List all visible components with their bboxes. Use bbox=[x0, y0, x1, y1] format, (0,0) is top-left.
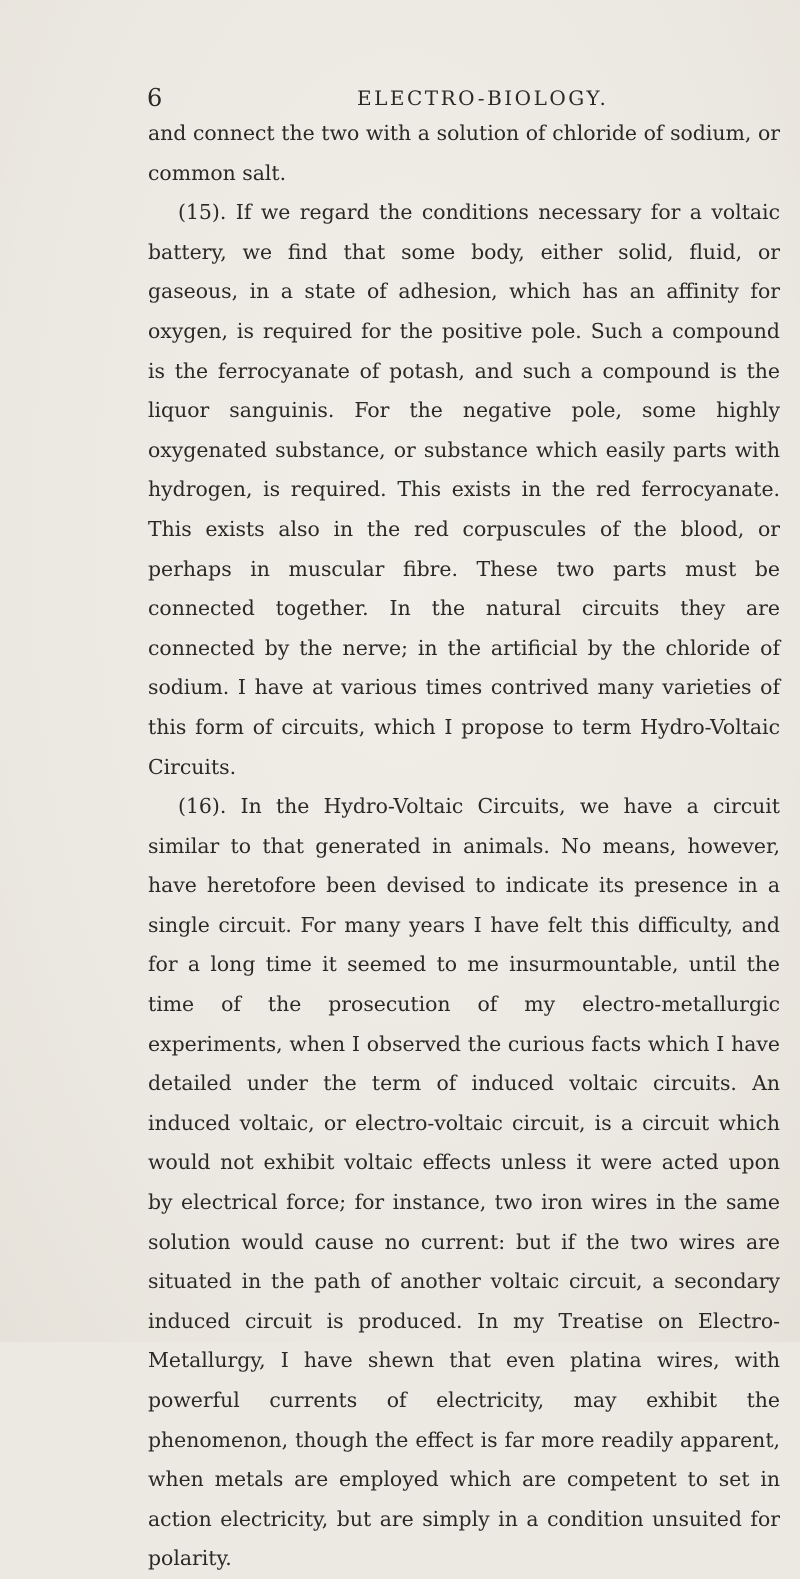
paragraph-15: (15). If we regard the conditions necessary for a voltaic battery, we find that some body, either solid, fluid, or gaseous, in a state of adhesion, which has an affinity for oxygen, is required for the positive pole. Such a compound is the ferrocyanate of potash, and such a compound is the liquor sanguinis. For the negative pole, some highly oxygenated substance, or substance which easily parts with hydrogen, is required. This exists in the red ferrocyanate. This exists also in the red corpuscules of the blood, or perhaps in muscular fibre. These two parts must be connected together. In the natural circuits they are connected by the nerve; in the artificial by the chloride of sodium. I have at various times contrived many varieties of this form of circuits, which I propose to term Hydro-Voltaic Circuits. bbox=[148, 200, 780, 779]
header-title: ELECTRO-BIOLOGY. bbox=[357, 86, 609, 110]
page-number: 6 bbox=[147, 84, 163, 112]
body-text bbox=[148, 114, 780, 1579]
paragraph-16: (16). In the Hydro-Voltaic Circuits, we have a circuit similar to that generated in animals. No means, however, have heretofore been devised to indicate its presence in a single circuit. For many years I have felt this difficulty, and for a long time it seemed to me insurmountable, until the time of the prosecution of my electro-metallurgic experiments, when I observed the curious facts which I have detailed under the term of induced voltaic circuits. An induced voltaic, or electro-voltaic circuit, is a circuit which would not exhibit voltaic effects unless it were acted upon by electrical force; for instance, two iron wires in the same solution would cause no current: but if the two wires are situated in the path of another voltaic circuit, a secondary induced circuit is produced. In my Treatise on Electro-Metallurgy, I have shewn that even platina wires, with powerful currents of electricity, may exhibit the phenomenon, though the effect is far more readily apparent, when metals are employed which are competent to set in action electricity, but are simply in a condition unsuited for polarity. bbox=[148, 794, 780, 1571]
running-header bbox=[147, 84, 787, 114]
paragraph-continuation: and connect the two with a solution of chloride of sodium, or common salt. bbox=[148, 121, 780, 185]
